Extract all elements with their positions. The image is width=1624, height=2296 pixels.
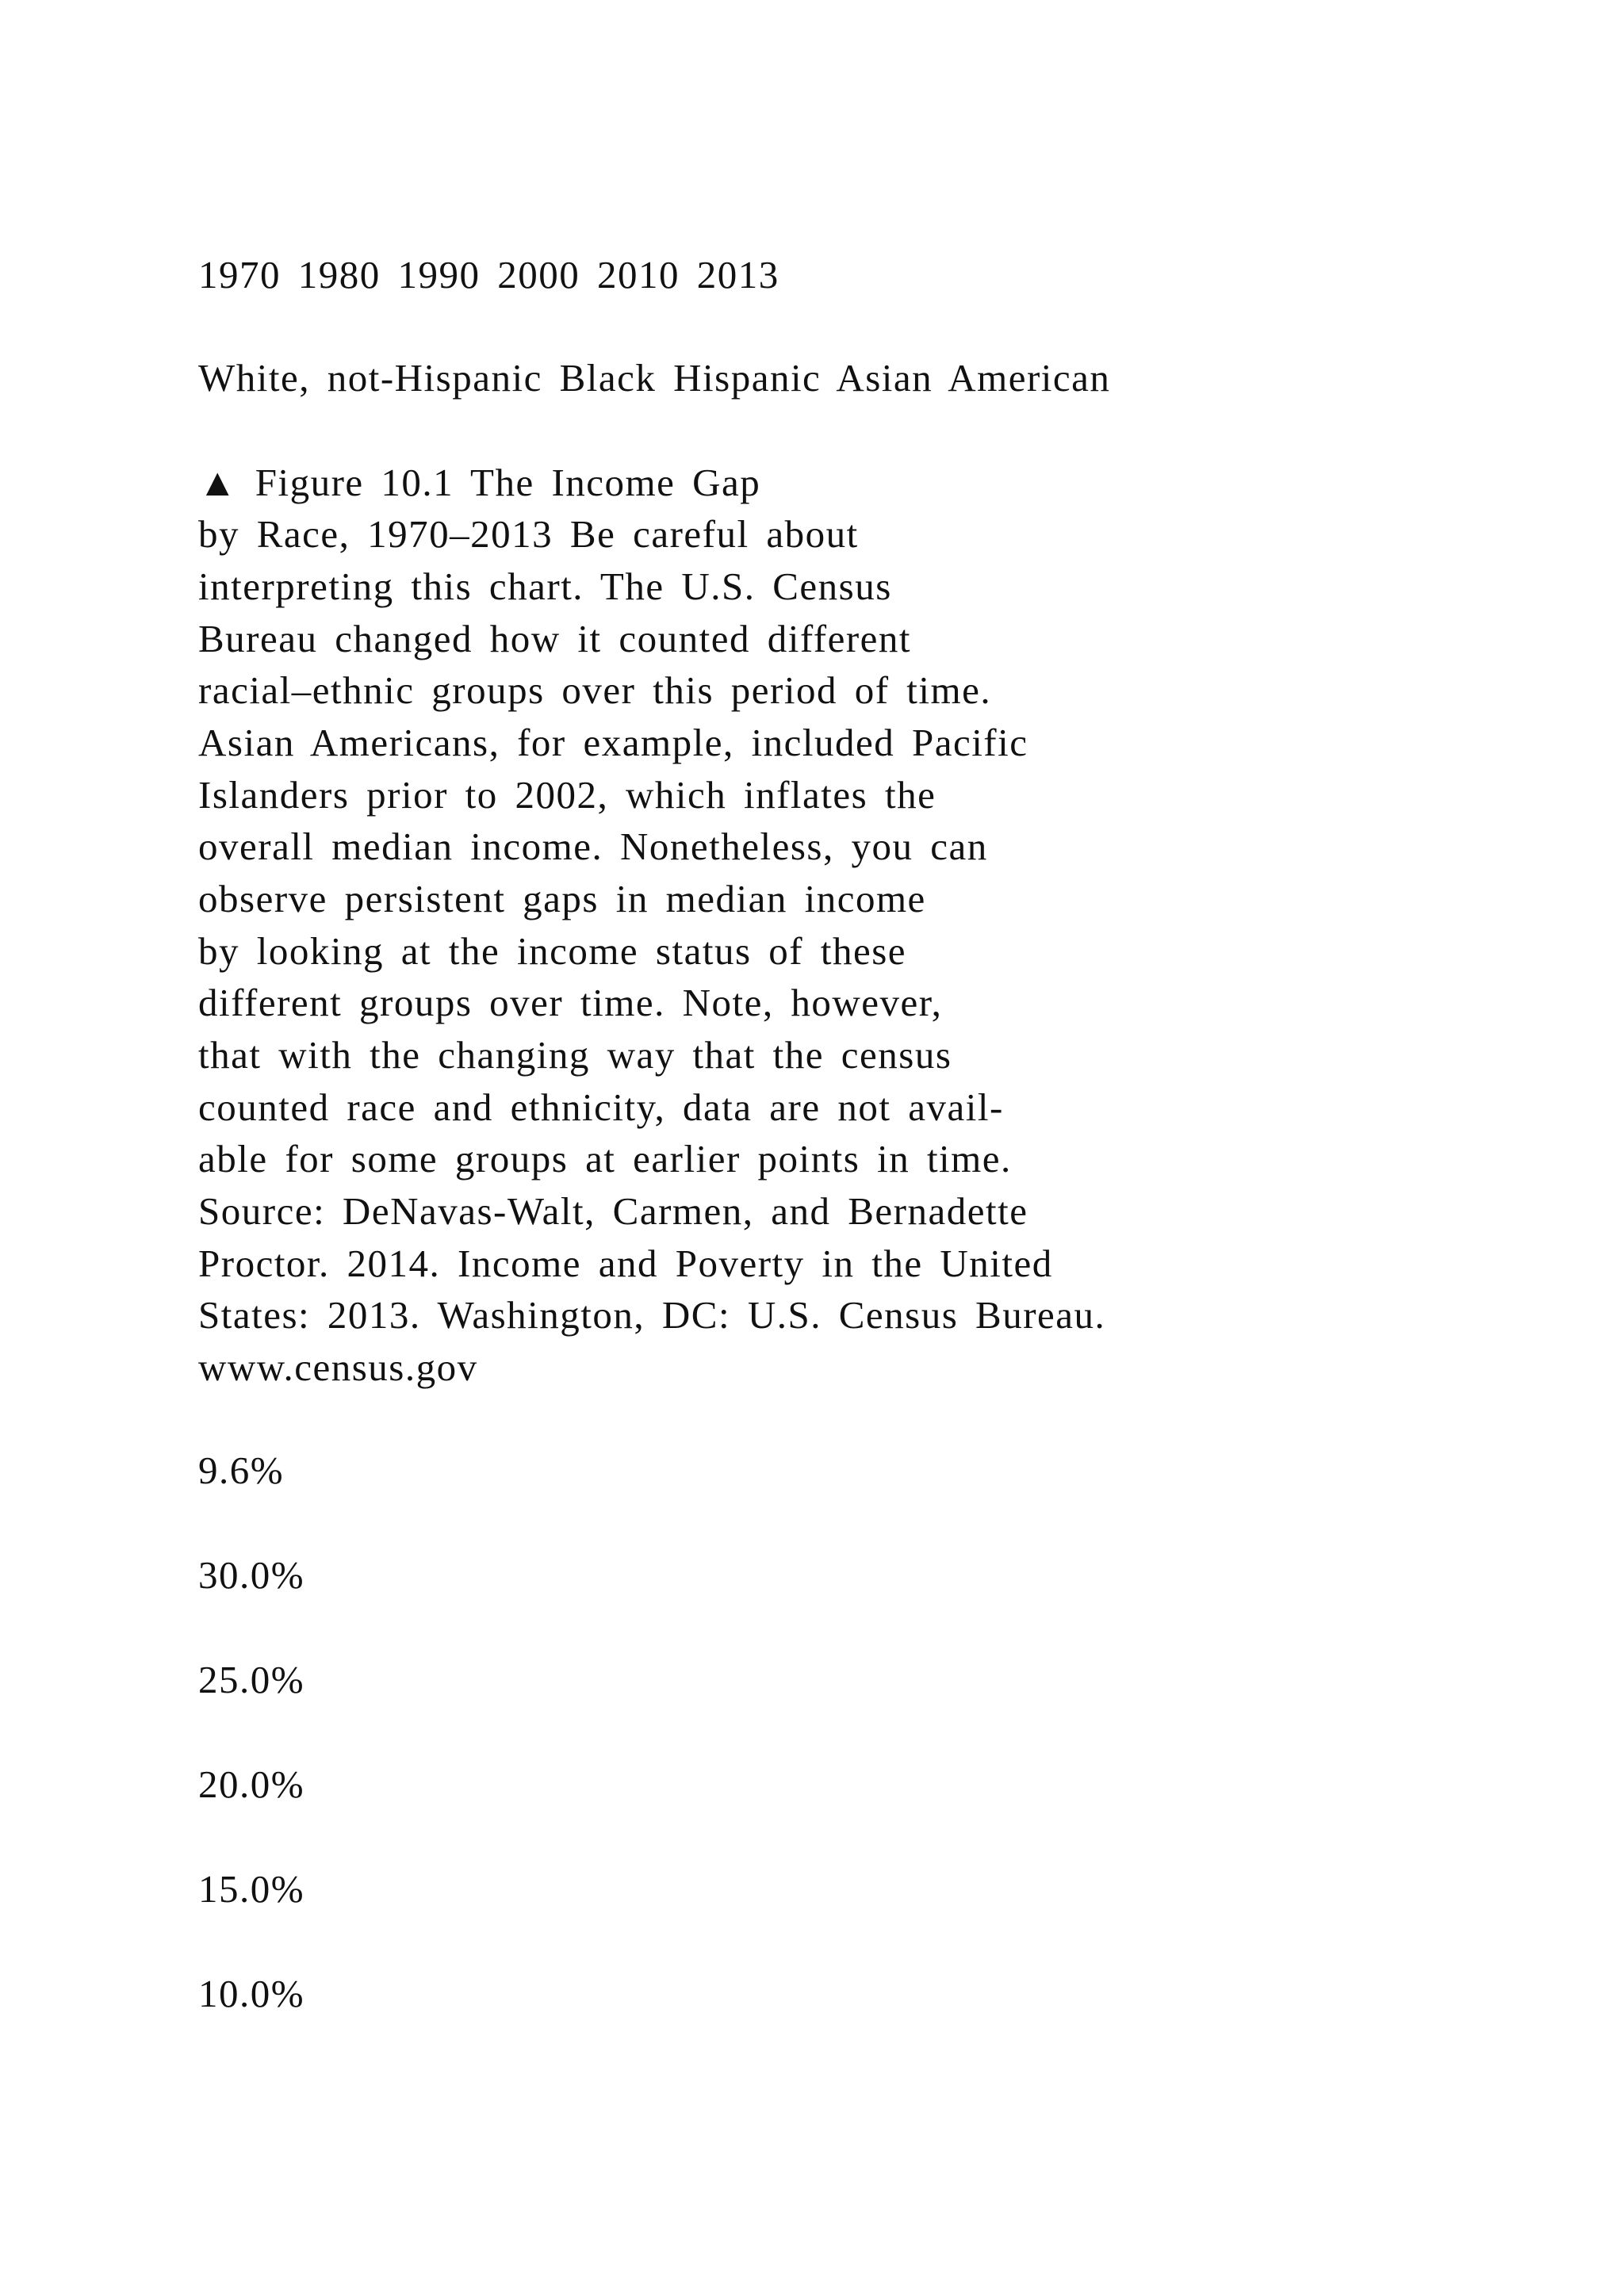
value-label: 25.0% <box>198 1658 305 1701</box>
caption-line: Proctor. 2014. Income and Poverty in the United <box>198 1242 1053 1285</box>
caption-line: counted race and ethnicity, data are not avail- <box>198 1085 1004 1129</box>
caption-line: interpreting this chart. The U.S. Census <box>198 564 892 608</box>
caption-line: different groups over time. Note, however, <box>198 981 943 1024</box>
caption-line: by looking at the income status of these <box>198 929 907 973</box>
value-label: 9.6% <box>198 1448 285 1492</box>
axis-years-line: 1970 1980 1990 2000 2010 2013 <box>198 253 779 297</box>
caption-line: ▲ Figure 10.1 The Income Gap <box>198 461 761 504</box>
caption-line: Asian Americans, for example, included Pacific <box>198 721 1028 764</box>
caption-line: observe persistent gaps in median income <box>198 877 926 920</box>
caption-line: States: 2013. Washington, DC: U.S. Census Bureau. <box>198 1293 1106 1337</box>
value-label: 10.0% <box>198 1972 305 2015</box>
caption-line: Bureau changed how it counted different <box>198 617 912 660</box>
caption-line: overall median income. Nonetheless, you can <box>198 825 988 868</box>
value-label: 15.0% <box>198 1867 305 1911</box>
value-label: 30.0% <box>198 1553 305 1597</box>
caption-line: that with the changing way that the census <box>198 1033 952 1077</box>
caption-line: able for some groups at earlier points in time. <box>198 1137 1012 1181</box>
caption-line: racial–ethnic groups over this period of time. <box>198 668 992 712</box>
caption-line: by Race, 1970–2013 Be careful about <box>198 512 859 556</box>
legend-line: White, not-Hispanic Black Hispanic Asian American <box>198 356 1111 400</box>
caption-line: Source: DeNavas-Walt, Carmen, and Bernadette <box>198 1189 1028 1233</box>
value-label: 20.0% <box>198 1762 305 1806</box>
caption-line: Islanders prior to 2002, which inflates the <box>198 773 936 817</box>
caption-line: www.census.gov <box>198 1345 478 1389</box>
